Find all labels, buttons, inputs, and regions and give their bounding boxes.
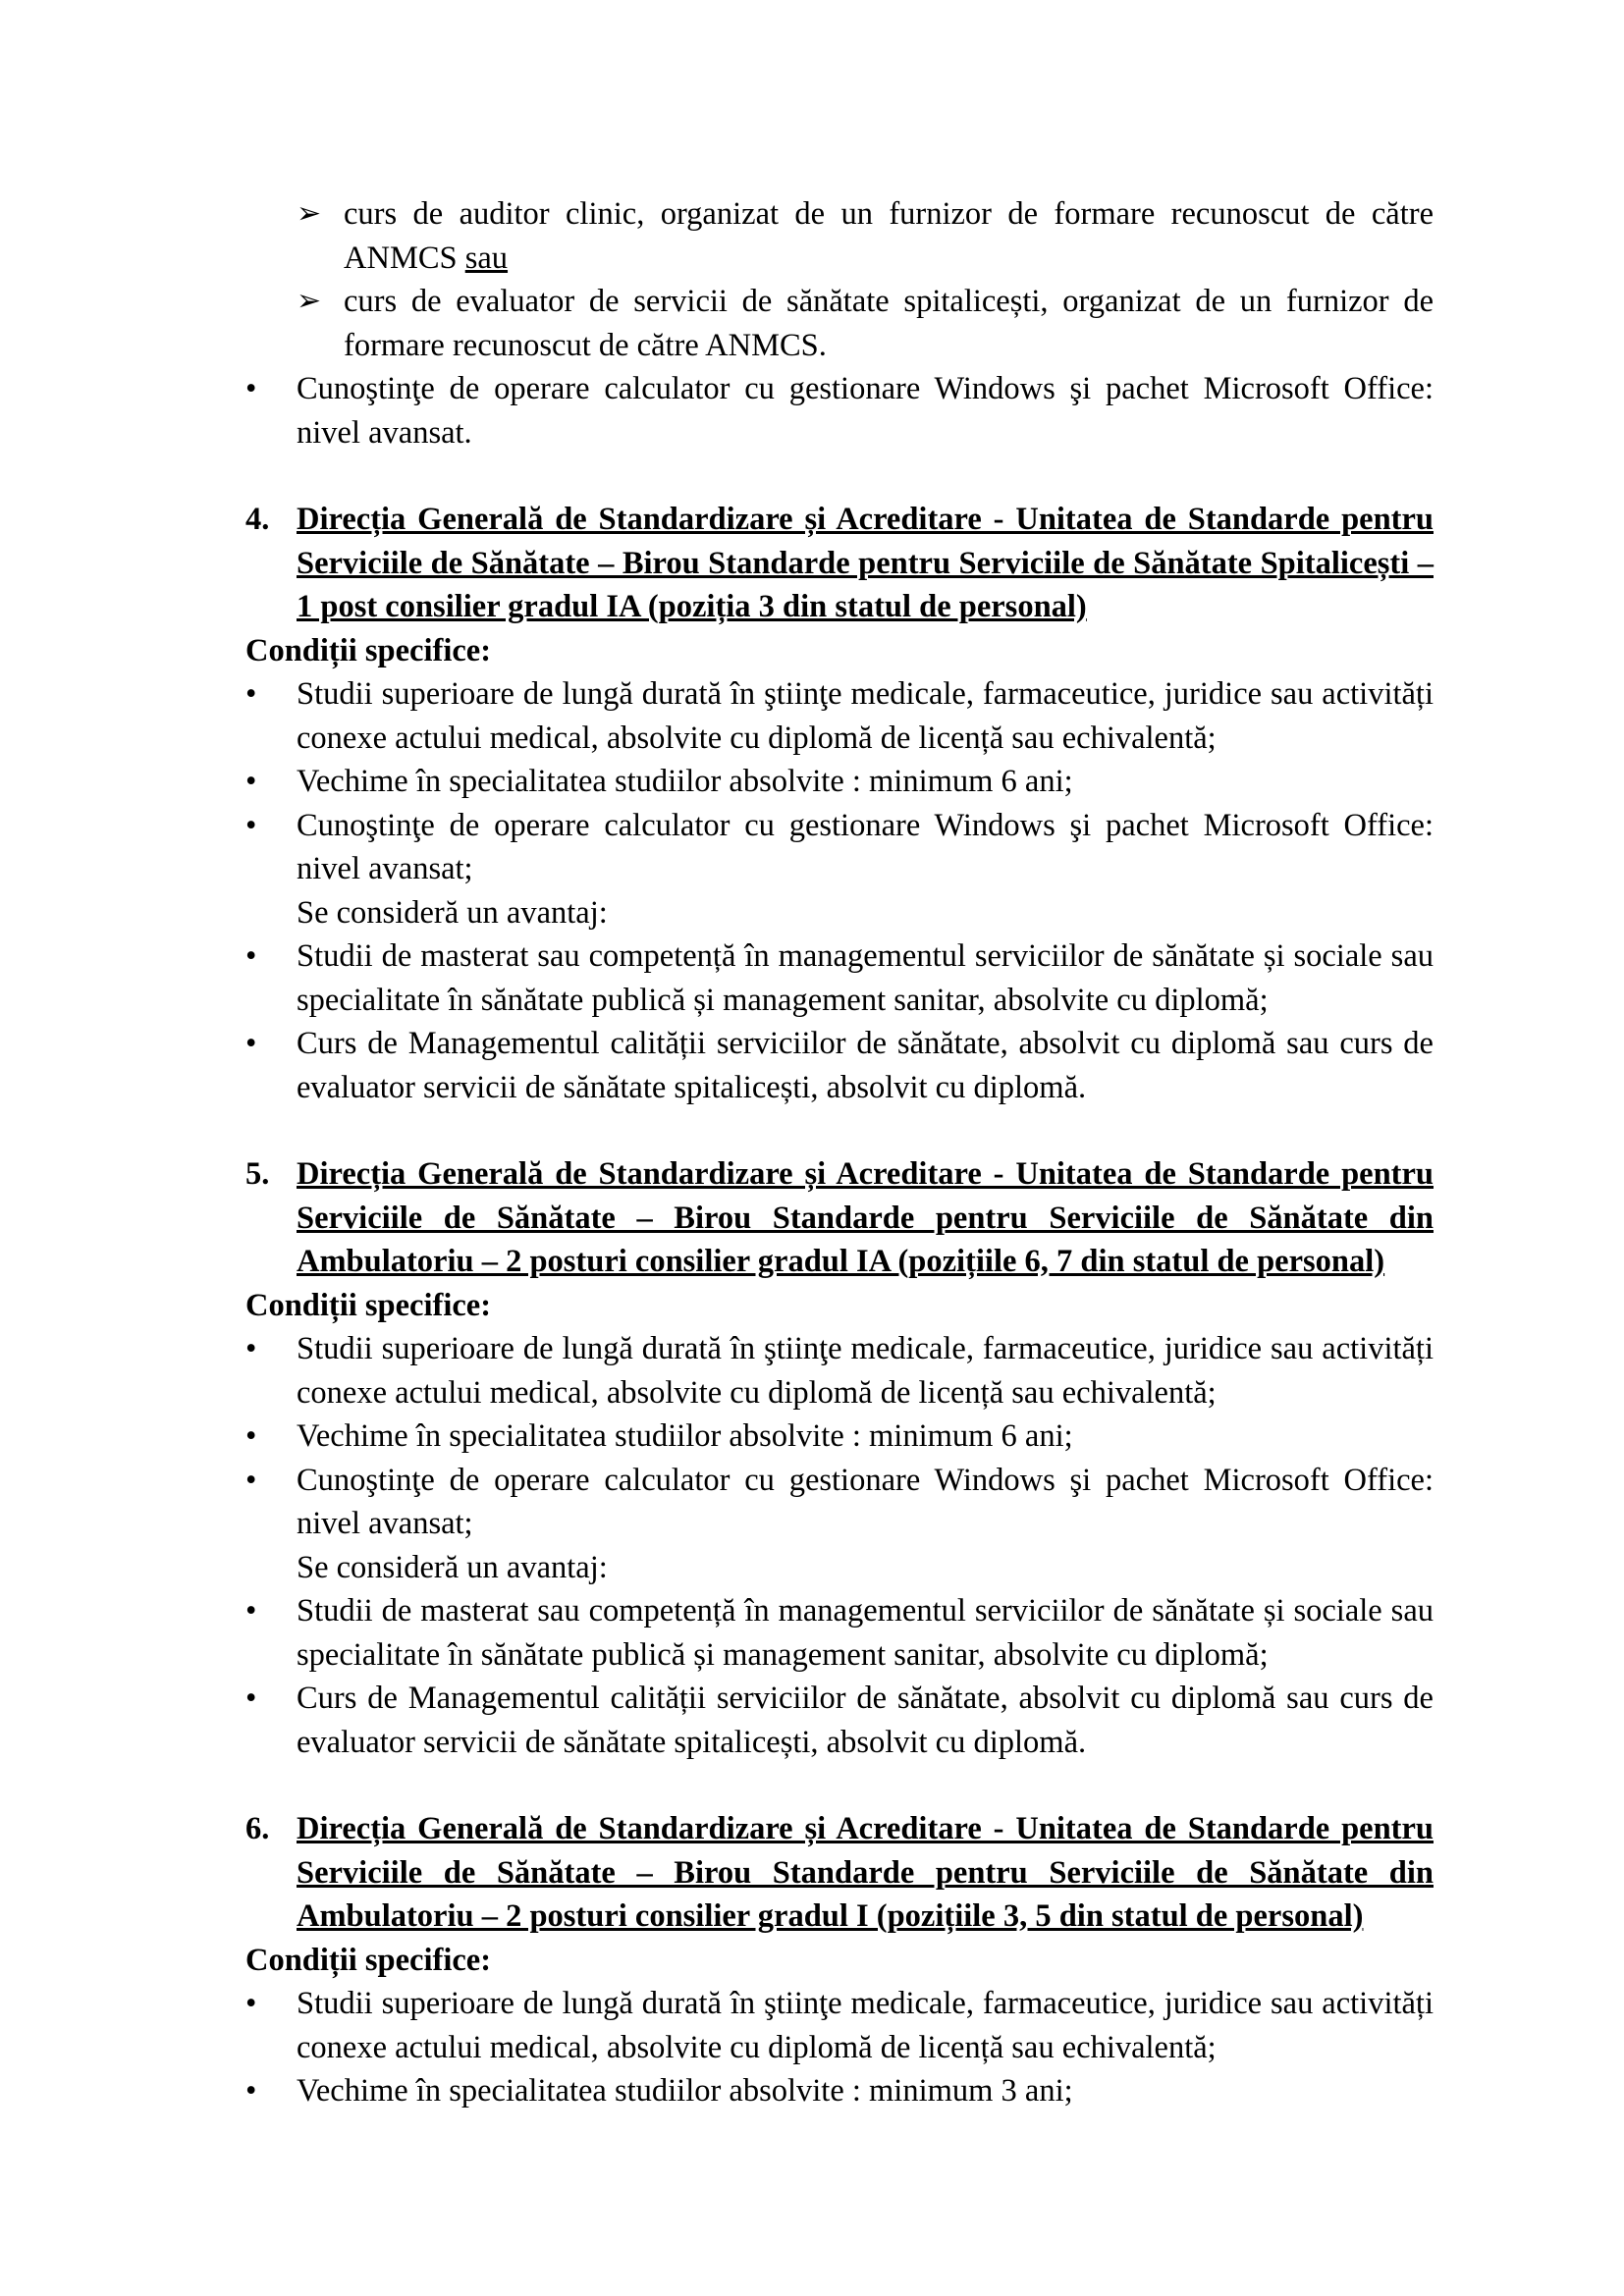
section-number: 4.: [245, 502, 270, 537]
list-item-text: Studii de masterat sau competență în managementul serviciilor de sănătate și sociale sau specialitate în sănătate publică și management sanitar, absolvite cu diplomă;: [297, 938, 1434, 1018]
list-item-text: Cunoştinţe de operare calculator cu gestionare Windows şi pachet Microsoft Office: nivel avansat;: [297, 1462, 1434, 1541]
section-title: Direcția Generală de Standardizare și Acreditare - Unitatea de Standarde pentru Serviciile de Sănătate – Birou Standarde pentru Serviciile de Sănătate din Ambulatoriu – 2 posturi consilier gradul IA (pozițiile 6, 7 din statul de personal): [297, 1156, 1434, 1279]
advantage-list: [245, 1589, 1434, 1764]
list-item-text: Curs de Managementul calității serviciilor de sănătate, absolvit cu diplomă sau curs de evaluator servicii de sănătate spitalicești, absolvit cu diplomă.: [297, 1681, 1434, 1760]
document-page: [245, 192, 1434, 2113]
conditions-label: Condiții specifice:: [245, 1942, 492, 1978]
arrow-bullet-icon: ➢: [297, 197, 322, 230]
bullet-dot-icon: •: [245, 2073, 257, 2109]
list-item: [245, 1415, 1434, 1459]
conditions-label: Condiții specifice:: [245, 632, 492, 668]
advantage-list: [245, 934, 1434, 1109]
bullet-dot-icon: •: [245, 764, 257, 799]
list-item: [297, 192, 1434, 280]
section-6: [245, 1807, 1434, 2113]
bullet-dot-icon: •: [245, 371, 257, 406]
bullet-dot-icon: •: [245, 1986, 257, 2021]
list-item: [245, 1677, 1434, 1764]
list-item-text: Cunoştinţe de operare calculator cu gestionare Windows şi pachet Microsoft Office: nivel avansat.: [297, 371, 1434, 451]
list-item: [245, 1589, 1434, 1677]
list-item-text: Vechime în specialitatea studiilor absolvite : minimum 6 ani;: [297, 764, 1073, 799]
list-item: [245, 934, 1434, 1022]
course-options-list: [245, 192, 1434, 367]
bullet-dot-icon: •: [245, 1593, 257, 1629]
section-number: 6.: [245, 1811, 270, 1846]
list-item-text: Studii de masterat sau competență în managementul serviciilor de sănătate și sociale sau specialitate în sănătate publică și management sanitar, absolvite cu diplomă;: [297, 1593, 1434, 1673]
bullet-dot-icon: •: [245, 807, 257, 843]
bullet-dot-icon: •: [245, 676, 257, 712]
section-heading: [245, 498, 1434, 629]
list-item-suffix: sau: [464, 240, 509, 276]
section-5: [245, 1152, 1434, 1764]
list-item-text: curs de auditor clinic, organizat de un furnizor de formare recunoscut de către ANMCS: [344, 196, 1434, 276]
conditions-label: Condiții specifice:: [245, 1287, 492, 1323]
list-item: [297, 280, 1434, 367]
list-item-text: Vechime în specialitatea studiilor absolvite : minimum 6 ani;: [297, 1418, 1073, 1454]
conditions-list: [245, 1327, 1434, 1546]
section-title: Direcția Generală de Standardizare și Acreditare - Unitatea de Standarde pentru Serviciile de Sănătate – Birou Standarde pentru Serviciile de Sănătate din Ambulatoriu – 2 posturi consilier gradul I (pozițiile 3, 5 din statul de personal): [297, 1811, 1434, 1934]
list-item: [245, 672, 1434, 760]
bullet-dot-icon: •: [245, 938, 257, 974]
list-item-text: Studii superioare de lungă durată în ştiinţe medicale, farmaceutice, juridice sau activități conexe actului medical, absolvite cu diplomă de licență sau echivalentă;: [297, 676, 1434, 756]
list-item: [245, 2069, 1434, 2113]
section-heading: [245, 1152, 1434, 1284]
list-item: [245, 1982, 1434, 2069]
bullet-dot-icon: •: [245, 1331, 257, 1366]
list-item-text: Studii superioare de lungă durată în ştiinţe medicale, farmaceutice, juridice sau activități conexe actului medical, absolvite cu diplomă de licență sau echivalentă;: [297, 1986, 1434, 2065]
list-item: [245, 1459, 1434, 1546]
list-item: [245, 1327, 1434, 1415]
advantage-label: Se consideră un avantaj:: [297, 894, 608, 931]
bullet-dot-icon: •: [245, 1026, 257, 1061]
arrow-bullet-icon: ➢: [297, 285, 322, 317]
list-item: [245, 1022, 1434, 1109]
list-item-text: Curs de Managementul calității serviciilor de sănătate, absolvit cu diplomă sau curs de evaluator servicii de sănătate spitalicești, absolvit cu diplomă.: [297, 1026, 1434, 1105]
bullet-dot-icon: •: [245, 1462, 257, 1498]
conditions-list: [245, 672, 1434, 891]
list-item: [245, 804, 1434, 891]
section-title: Direcția Generală de Standardizare și Acreditare - Unitatea de Standarde pentru Serviciile de Sănătate – Birou Standarde pentru Serviciile de Sănătate Spitalicești – 1 post consilier gradul IA (poziția 3 din statul de personal): [297, 502, 1434, 624]
bullet-dot-icon: •: [245, 1418, 257, 1454]
section-number: 5.: [245, 1156, 270, 1192]
list-item: [245, 760, 1434, 804]
list-item-text: Cunoştinţe de operare calculator cu gestionare Windows şi pachet Microsoft Office: nivel avansat;: [297, 807, 1434, 886]
conditions-list: [245, 1982, 1434, 2113]
list-item-text: Studii superioare de lungă durată în ştiinţe medicale, farmaceutice, juridice sau activități conexe actului medical, absolvite cu diplomă de licență sau echivalentă;: [297, 1331, 1434, 1411]
intro-bullet-list: [245, 367, 1434, 454]
list-item-text: Vechime în specialitatea studiilor absolvite : minimum 3 ani;: [297, 2073, 1073, 2109]
bullet-dot-icon: •: [245, 1681, 257, 1716]
section-4: [245, 498, 1434, 1109]
section-heading: [245, 1807, 1434, 1939]
advantage-label: Se consideră un avantaj:: [297, 1549, 608, 1585]
list-item: [245, 367, 1434, 454]
list-item-text: curs de evaluator de servicii de sănătate spitalicești, organizat de un furnizor de formare recunoscut de către ANMCS.: [344, 284, 1434, 363]
